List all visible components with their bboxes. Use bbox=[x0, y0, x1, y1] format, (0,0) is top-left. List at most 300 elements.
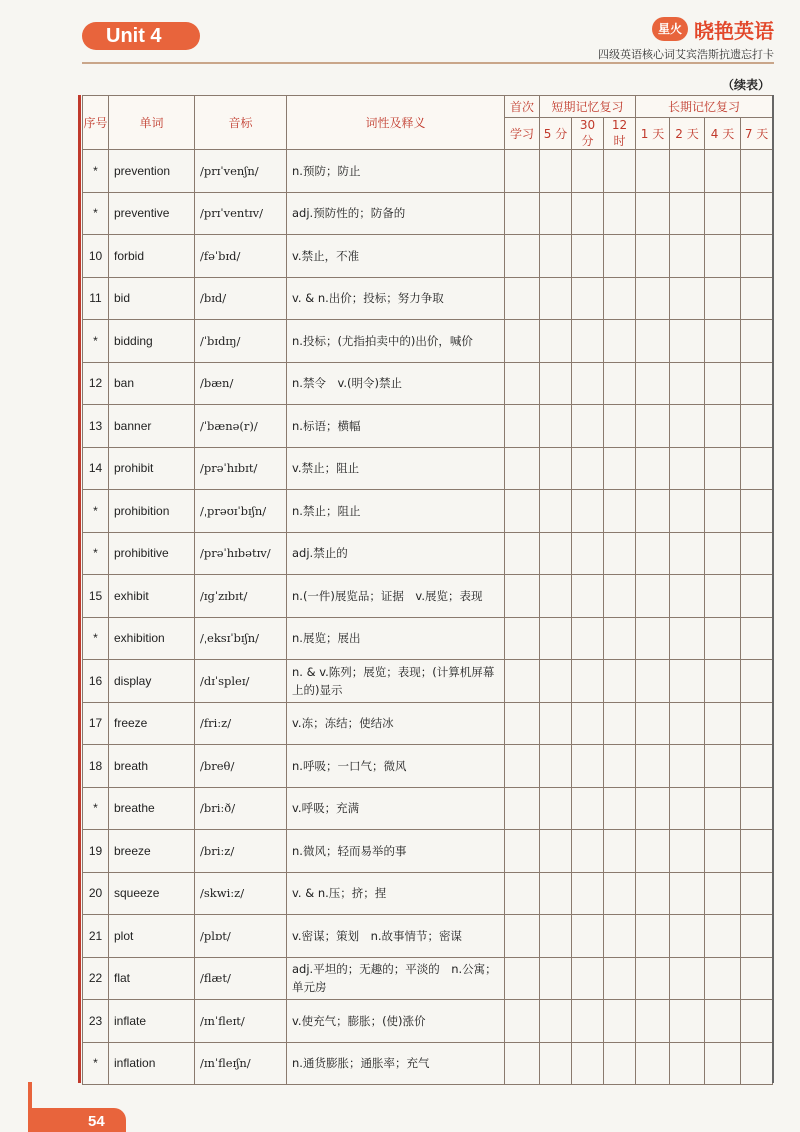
table-row bbox=[83, 702, 773, 745]
row-index: 14 bbox=[83, 447, 109, 490]
review-checkbox-cell[interactable] bbox=[505, 405, 540, 448]
review-checkbox-cell[interactable] bbox=[604, 830, 636, 873]
review-checkbox-cell[interactable] bbox=[604, 447, 636, 490]
review-checkbox-cell[interactable] bbox=[741, 490, 773, 533]
row-phonetic: /briːz/ bbox=[195, 830, 287, 873]
review-checkbox-cell[interactable] bbox=[505, 617, 540, 660]
review-checkbox-cell[interactable] bbox=[670, 192, 705, 235]
review-checkbox-cell[interactable] bbox=[705, 192, 741, 235]
row-meaning: n.投标；(尤指拍卖中的)出价，喊价 bbox=[287, 320, 505, 363]
row-phonetic: /ˌprəʊɪˈbɪʃn/ bbox=[195, 490, 287, 533]
review-checkbox-cell[interactable] bbox=[636, 957, 670, 1000]
review-checkbox-cell[interactable] bbox=[572, 702, 604, 745]
review-checkbox-cell[interactable] bbox=[636, 617, 670, 660]
review-checkbox-cell[interactable] bbox=[572, 490, 604, 533]
review-checkbox-cell[interactable] bbox=[705, 1042, 741, 1085]
col-header-short-term: 短期记忆复习 bbox=[540, 96, 636, 118]
review-checkbox-cell[interactable] bbox=[741, 532, 773, 575]
review-checkbox-cell[interactable] bbox=[670, 702, 705, 745]
review-checkbox-cell[interactable] bbox=[670, 915, 705, 958]
page-right-edge bbox=[772, 95, 774, 1083]
row-word: forbid bbox=[109, 235, 195, 278]
review-checkbox-cell[interactable] bbox=[705, 362, 741, 405]
review-checkbox-cell[interactable] bbox=[741, 702, 773, 745]
review-checkbox-cell[interactable] bbox=[505, 702, 540, 745]
review-checkbox-cell[interactable] bbox=[705, 447, 741, 490]
review-checkbox-cell[interactable] bbox=[741, 362, 773, 405]
review-checkbox-cell[interactable] bbox=[741, 405, 773, 448]
review-checkbox-cell[interactable] bbox=[572, 1042, 604, 1085]
review-checkbox-cell[interactable] bbox=[505, 447, 540, 490]
table-row bbox=[83, 150, 773, 193]
review-checkbox-cell[interactable] bbox=[705, 277, 741, 320]
review-checkbox-cell[interactable] bbox=[540, 1042, 572, 1085]
brand-logo-icon: 星火 bbox=[652, 17, 688, 41]
table-row bbox=[83, 277, 773, 320]
review-checkbox-cell[interactable] bbox=[636, 745, 670, 788]
review-checkbox-cell[interactable] bbox=[636, 915, 670, 958]
review-checkbox-cell[interactable] bbox=[540, 957, 572, 1000]
row-meaning: n.禁令 v.(明令)禁止 bbox=[287, 362, 505, 405]
review-checkbox-cell[interactable] bbox=[636, 150, 670, 193]
review-checkbox-cell[interactable] bbox=[572, 575, 604, 618]
review-checkbox-cell[interactable] bbox=[572, 957, 604, 1000]
review-checkbox-cell[interactable] bbox=[604, 702, 636, 745]
review-checkbox-cell[interactable] bbox=[670, 405, 705, 448]
review-checkbox-cell[interactable] bbox=[741, 235, 773, 278]
col-header-first-study-top: 首次 bbox=[505, 96, 540, 118]
row-phonetic: /breθ/ bbox=[195, 745, 287, 788]
table-row bbox=[83, 405, 773, 448]
row-word: prohibition bbox=[109, 490, 195, 533]
review-checkbox-cell[interactable] bbox=[540, 150, 572, 193]
review-checkbox-cell[interactable] bbox=[636, 447, 670, 490]
row-index: 19 bbox=[83, 830, 109, 873]
review-checkbox-cell[interactable] bbox=[741, 915, 773, 958]
review-checkbox-cell[interactable] bbox=[705, 490, 741, 533]
continued-label: （续表） bbox=[721, 78, 770, 92]
review-checkbox-cell[interactable] bbox=[604, 787, 636, 830]
review-checkbox-cell[interactable] bbox=[705, 702, 741, 745]
review-checkbox-cell[interactable] bbox=[604, 745, 636, 788]
review-checkbox-cell[interactable] bbox=[572, 405, 604, 448]
review-checkbox-cell[interactable] bbox=[540, 447, 572, 490]
review-checkbox-cell[interactable] bbox=[670, 660, 705, 703]
row-phonetic: /briːð/ bbox=[195, 787, 287, 830]
review-checkbox-cell[interactable] bbox=[572, 830, 604, 873]
review-checkbox-cell[interactable] bbox=[572, 787, 604, 830]
corner-marker bbox=[28, 1082, 32, 1108]
review-checkbox-cell[interactable] bbox=[540, 617, 572, 660]
review-checkbox-cell[interactable] bbox=[604, 405, 636, 448]
row-index: 20 bbox=[83, 872, 109, 915]
review-checkbox-cell[interactable] bbox=[741, 1000, 773, 1043]
col-header-meaning: 词性及释义 bbox=[287, 96, 505, 150]
review-checkbox-cell[interactable] bbox=[636, 320, 670, 363]
review-checkbox-cell[interactable] bbox=[670, 490, 705, 533]
row-word: prohibitive bbox=[109, 532, 195, 575]
table-row bbox=[83, 490, 773, 533]
review-checkbox-cell[interactable] bbox=[604, 362, 636, 405]
brand-name: 晓艳英语 bbox=[694, 18, 774, 43]
row-phonetic: /ɪnˈfleɪʃn/ bbox=[195, 1042, 287, 1085]
review-checkbox-cell[interactable] bbox=[741, 192, 773, 235]
col-header-4day: 4 天 bbox=[705, 118, 741, 150]
review-checkbox-cell[interactable] bbox=[572, 150, 604, 193]
table-row bbox=[83, 617, 773, 660]
review-checkbox-cell[interactable] bbox=[636, 575, 670, 618]
review-checkbox-cell[interactable] bbox=[636, 490, 670, 533]
row-phonetic: /plɒt/ bbox=[195, 915, 287, 958]
table-row bbox=[83, 192, 773, 235]
row-index: 13 bbox=[83, 405, 109, 448]
review-checkbox-cell[interactable] bbox=[705, 617, 741, 660]
review-checkbox-cell[interactable] bbox=[540, 490, 572, 533]
row-index: * bbox=[83, 192, 109, 235]
table-row bbox=[83, 872, 773, 915]
review-checkbox-cell[interactable] bbox=[705, 1000, 741, 1043]
row-meaning: n.通货膨胀；通胀率；充气 bbox=[287, 1042, 505, 1085]
row-meaning: v.呼吸；充满 bbox=[287, 787, 505, 830]
review-checkbox-cell[interactable] bbox=[572, 362, 604, 405]
row-word: prohibit bbox=[109, 447, 195, 490]
review-checkbox-cell[interactable] bbox=[505, 872, 540, 915]
review-checkbox-cell[interactable] bbox=[505, 362, 540, 405]
row-meaning: n.预防；防止 bbox=[287, 150, 505, 193]
row-phonetic: /friːz/ bbox=[195, 702, 287, 745]
col-header-index: 序号 bbox=[83, 96, 109, 150]
review-checkbox-cell[interactable] bbox=[505, 830, 540, 873]
table-row bbox=[83, 957, 773, 1000]
review-checkbox-cell[interactable] bbox=[636, 192, 670, 235]
row-phonetic: /prɪˈventɪv/ bbox=[195, 192, 287, 235]
review-checkbox-cell[interactable] bbox=[572, 1000, 604, 1043]
review-checkbox-cell[interactable] bbox=[572, 235, 604, 278]
table-row bbox=[83, 745, 773, 788]
row-index: 22 bbox=[83, 957, 109, 1000]
review-checkbox-cell[interactable] bbox=[604, 617, 636, 660]
review-checkbox-cell[interactable] bbox=[705, 150, 741, 193]
review-checkbox-cell[interactable] bbox=[741, 745, 773, 788]
review-checkbox-cell[interactable] bbox=[670, 617, 705, 660]
review-checkbox-cell[interactable] bbox=[572, 915, 604, 958]
row-word: inflate bbox=[109, 1000, 195, 1043]
review-checkbox-cell[interactable] bbox=[505, 745, 540, 788]
review-checkbox-cell[interactable] bbox=[505, 532, 540, 575]
row-meaning: n. & v.陈列；展览；表现；(计算机屏幕上的)显示 bbox=[287, 660, 505, 703]
review-checkbox-cell[interactable] bbox=[540, 405, 572, 448]
row-phonetic: /flæt/ bbox=[195, 957, 287, 1000]
review-checkbox-cell[interactable] bbox=[604, 957, 636, 1000]
table-row bbox=[83, 362, 773, 405]
row-index: 23 bbox=[83, 1000, 109, 1043]
row-meaning: v.禁止；阻止 bbox=[287, 447, 505, 490]
review-checkbox-cell[interactable] bbox=[540, 320, 572, 363]
table-row bbox=[83, 575, 773, 618]
review-checkbox-cell[interactable] bbox=[670, 1042, 705, 1085]
review-checkbox-cell[interactable] bbox=[741, 277, 773, 320]
row-word: breeze bbox=[109, 830, 195, 873]
review-checkbox-cell[interactable] bbox=[670, 320, 705, 363]
review-checkbox-cell[interactable] bbox=[540, 915, 572, 958]
row-phonetic: /dɪˈspleɪ/ bbox=[195, 660, 287, 703]
col-header-word: 单词 bbox=[109, 96, 195, 150]
row-index: * bbox=[83, 617, 109, 660]
review-checkbox-cell[interactable] bbox=[636, 872, 670, 915]
review-checkbox-cell[interactable] bbox=[636, 277, 670, 320]
table-row bbox=[83, 235, 773, 278]
review-checkbox-cell[interactable] bbox=[572, 277, 604, 320]
row-index: 12 bbox=[83, 362, 109, 405]
review-checkbox-cell[interactable] bbox=[540, 235, 572, 278]
row-phonetic: /bæn/ bbox=[195, 362, 287, 405]
row-index: 16 bbox=[83, 660, 109, 703]
row-phonetic: /ɪgˈzɪbɪt/ bbox=[195, 575, 287, 618]
review-checkbox-cell[interactable] bbox=[705, 745, 741, 788]
row-word: banner bbox=[109, 405, 195, 448]
review-checkbox-cell[interactable] bbox=[505, 660, 540, 703]
review-checkbox-cell[interactable] bbox=[604, 235, 636, 278]
vocab-table bbox=[82, 95, 773, 1085]
review-checkbox-cell[interactable] bbox=[670, 957, 705, 1000]
review-checkbox-cell[interactable] bbox=[540, 277, 572, 320]
row-word: prevention bbox=[109, 150, 195, 193]
review-checkbox-cell[interactable] bbox=[604, 915, 636, 958]
row-phonetic: /fəˈbɪd/ bbox=[195, 235, 287, 278]
review-checkbox-cell[interactable] bbox=[505, 915, 540, 958]
review-checkbox-cell[interactable] bbox=[572, 617, 604, 660]
review-checkbox-cell[interactable] bbox=[572, 447, 604, 490]
review-checkbox-cell[interactable] bbox=[670, 1000, 705, 1043]
col-header-1day: 1 天 bbox=[636, 118, 670, 150]
review-checkbox-cell[interactable] bbox=[505, 320, 540, 363]
review-checkbox-cell[interactable] bbox=[636, 235, 670, 278]
review-checkbox-cell[interactable] bbox=[705, 872, 741, 915]
review-checkbox-cell[interactable] bbox=[705, 787, 741, 830]
review-checkbox-cell[interactable] bbox=[741, 447, 773, 490]
review-checkbox-cell[interactable] bbox=[540, 745, 572, 788]
table-row bbox=[83, 447, 773, 490]
row-meaning: n.(一件)展览品；证据 v.展览；表现 bbox=[287, 575, 505, 618]
review-checkbox-cell[interactable] bbox=[636, 1042, 670, 1085]
review-checkbox-cell[interactable] bbox=[670, 787, 705, 830]
table-row bbox=[83, 320, 773, 363]
review-checkbox-cell[interactable] bbox=[741, 787, 773, 830]
review-checkbox-cell[interactable] bbox=[540, 830, 572, 873]
review-checkbox-cell[interactable] bbox=[636, 405, 670, 448]
header-divider bbox=[82, 62, 774, 64]
row-meaning: adj.预防性的；防备的 bbox=[287, 192, 505, 235]
row-index: 17 bbox=[83, 702, 109, 745]
review-checkbox-cell[interactable] bbox=[636, 362, 670, 405]
page-number-tab bbox=[28, 1108, 126, 1132]
review-checkbox-cell[interactable] bbox=[741, 150, 773, 193]
review-checkbox-cell[interactable] bbox=[604, 872, 636, 915]
review-checkbox-cell[interactable] bbox=[636, 660, 670, 703]
review-checkbox-cell[interactable] bbox=[705, 575, 741, 618]
col-header-30min: 30 分 bbox=[572, 118, 604, 150]
review-checkbox-cell[interactable] bbox=[572, 532, 604, 575]
review-checkbox-cell[interactable] bbox=[604, 575, 636, 618]
review-checkbox-cell[interactable] bbox=[505, 1042, 540, 1085]
table-row bbox=[83, 660, 773, 703]
review-checkbox-cell[interactable] bbox=[670, 575, 705, 618]
review-checkbox-cell[interactable] bbox=[670, 150, 705, 193]
review-checkbox-cell[interactable] bbox=[741, 830, 773, 873]
row-meaning: n.禁止；阻止 bbox=[287, 490, 505, 533]
table-left-edge bbox=[78, 95, 81, 1083]
review-checkbox-cell[interactable] bbox=[540, 787, 572, 830]
row-meaning: v. & n.压；挤；捏 bbox=[287, 872, 505, 915]
review-checkbox-cell[interactable] bbox=[705, 532, 741, 575]
review-checkbox-cell[interactable] bbox=[741, 660, 773, 703]
row-phonetic: /skwiːz/ bbox=[195, 872, 287, 915]
table-row bbox=[83, 915, 773, 958]
review-checkbox-cell[interactable] bbox=[505, 192, 540, 235]
review-checkbox-cell[interactable] bbox=[505, 235, 540, 278]
col-header-long-term: 长期记忆复习 bbox=[636, 96, 773, 118]
row-phonetic: /ˌeksɪˈbɪʃn/ bbox=[195, 617, 287, 660]
row-meaning: n.展览；展出 bbox=[287, 617, 505, 660]
row-phonetic: /prəˈhɪbətɪv/ bbox=[195, 532, 287, 575]
row-word: breath bbox=[109, 745, 195, 788]
review-checkbox-cell[interactable] bbox=[540, 702, 572, 745]
review-checkbox-cell[interactable] bbox=[670, 830, 705, 873]
row-phonetic: /ˈbɪdɪŋ/ bbox=[195, 320, 287, 363]
review-checkbox-cell[interactable] bbox=[604, 320, 636, 363]
review-checkbox-cell[interactable] bbox=[604, 1000, 636, 1043]
row-word: bid bbox=[109, 277, 195, 320]
review-checkbox-cell[interactable] bbox=[505, 1000, 540, 1043]
row-meaning: adj.禁止的 bbox=[287, 532, 505, 575]
review-checkbox-cell[interactable] bbox=[705, 660, 741, 703]
row-index: * bbox=[83, 150, 109, 193]
table-row bbox=[83, 1042, 773, 1085]
review-checkbox-cell[interactable] bbox=[572, 745, 604, 788]
review-checkbox-cell[interactable] bbox=[636, 1000, 670, 1043]
review-checkbox-cell[interactable] bbox=[670, 362, 705, 405]
review-checkbox-cell[interactable] bbox=[505, 787, 540, 830]
brand bbox=[652, 16, 774, 42]
review-checkbox-cell[interactable] bbox=[505, 490, 540, 533]
review-checkbox-cell[interactable] bbox=[604, 660, 636, 703]
review-checkbox-cell[interactable] bbox=[636, 702, 670, 745]
review-checkbox-cell[interactable] bbox=[670, 447, 705, 490]
review-checkbox-cell[interactable] bbox=[572, 660, 604, 703]
review-checkbox-cell[interactable] bbox=[604, 1042, 636, 1085]
review-checkbox-cell[interactable] bbox=[741, 957, 773, 1000]
review-checkbox-cell[interactable] bbox=[670, 532, 705, 575]
row-word: plot bbox=[109, 915, 195, 958]
review-checkbox-cell[interactable] bbox=[540, 192, 572, 235]
table-row bbox=[83, 787, 773, 830]
row-index: 18 bbox=[83, 745, 109, 788]
review-checkbox-cell[interactable] bbox=[604, 150, 636, 193]
review-checkbox-cell[interactable] bbox=[705, 830, 741, 873]
review-checkbox-cell[interactable] bbox=[636, 532, 670, 575]
review-checkbox-cell[interactable] bbox=[540, 362, 572, 405]
review-checkbox-cell[interactable] bbox=[540, 660, 572, 703]
row-meaning: v.冻；冻结；使结冰 bbox=[287, 702, 505, 745]
review-checkbox-cell[interactable] bbox=[636, 830, 670, 873]
review-checkbox-cell[interactable] bbox=[741, 320, 773, 363]
review-checkbox-cell[interactable] bbox=[741, 872, 773, 915]
review-checkbox-cell[interactable] bbox=[705, 235, 741, 278]
review-checkbox-cell[interactable] bbox=[705, 405, 741, 448]
row-meaning: v. & n.出价；投标；努力争取 bbox=[287, 277, 505, 320]
row-word: breathe bbox=[109, 787, 195, 830]
review-checkbox-cell[interactable] bbox=[741, 1042, 773, 1085]
row-meaning: v.禁止，不准 bbox=[287, 235, 505, 278]
row-meaning: n.标语；横幅 bbox=[287, 405, 505, 448]
review-checkbox-cell[interactable] bbox=[741, 617, 773, 660]
review-checkbox-cell[interactable] bbox=[505, 575, 540, 618]
row-phonetic: /ɪnˈfleɪt/ bbox=[195, 1000, 287, 1043]
col-header-12h: 12 时 bbox=[604, 118, 636, 150]
review-checkbox-cell[interactable] bbox=[540, 532, 572, 575]
row-index: * bbox=[83, 532, 109, 575]
row-word: inflation bbox=[109, 1042, 195, 1085]
row-phonetic: /prəˈhɪbɪt/ bbox=[195, 447, 287, 490]
review-checkbox-cell[interactable] bbox=[572, 320, 604, 363]
review-checkbox-cell[interactable] bbox=[505, 277, 540, 320]
row-word: preventive bbox=[109, 192, 195, 235]
row-index: * bbox=[83, 490, 109, 533]
review-checkbox-cell[interactable] bbox=[604, 532, 636, 575]
row-word: squeeze bbox=[109, 872, 195, 915]
row-word: display bbox=[109, 660, 195, 703]
review-checkbox-cell[interactable] bbox=[572, 872, 604, 915]
row-index: * bbox=[83, 1042, 109, 1085]
review-checkbox-cell[interactable] bbox=[636, 787, 670, 830]
review-checkbox-cell[interactable] bbox=[741, 575, 773, 618]
col-header-first-study-bottom: 学习 bbox=[505, 118, 540, 150]
row-word: bidding bbox=[109, 320, 195, 363]
review-checkbox-cell[interactable] bbox=[540, 1000, 572, 1043]
row-phonetic: /prɪˈvenʃn/ bbox=[195, 150, 287, 193]
row-index: * bbox=[83, 320, 109, 363]
row-word: freeze bbox=[109, 702, 195, 745]
row-phonetic: /ˈbænə(r)/ bbox=[195, 405, 287, 448]
review-checkbox-cell[interactable] bbox=[604, 192, 636, 235]
table-row bbox=[83, 532, 773, 575]
review-checkbox-cell[interactable] bbox=[670, 235, 705, 278]
review-checkbox-cell[interactable] bbox=[572, 192, 604, 235]
review-checkbox-cell[interactable] bbox=[505, 957, 540, 1000]
review-checkbox-cell[interactable] bbox=[705, 915, 741, 958]
row-meaning: n.呼吸；一口气；微风 bbox=[287, 745, 505, 788]
row-index: * bbox=[83, 787, 109, 830]
review-checkbox-cell[interactable] bbox=[604, 490, 636, 533]
col-header-7day: 7 天 bbox=[741, 118, 773, 150]
review-checkbox-cell[interactable] bbox=[540, 872, 572, 915]
row-meaning: n.微风；轻而易举的事 bbox=[287, 830, 505, 873]
review-checkbox-cell[interactable] bbox=[604, 277, 636, 320]
review-checkbox-cell[interactable] bbox=[705, 957, 741, 1000]
col-header-phonetic: 音标 bbox=[195, 96, 287, 150]
col-header-5min: 5 分 bbox=[540, 118, 572, 150]
table-row bbox=[83, 830, 773, 873]
review-checkbox-cell[interactable] bbox=[540, 575, 572, 618]
row-index: 21 bbox=[83, 915, 109, 958]
review-checkbox-cell[interactable] bbox=[505, 150, 540, 193]
brand-subtitle: 四级英语核心词艾宾浩斯抗遗忘打卡 bbox=[598, 48, 774, 61]
row-meaning: adj.平坦的；无趣的；平淡的 n.公寓；单元房 bbox=[287, 957, 505, 1000]
review-checkbox-cell[interactable] bbox=[670, 277, 705, 320]
review-checkbox-cell[interactable] bbox=[670, 745, 705, 788]
review-checkbox-cell[interactable] bbox=[705, 320, 741, 363]
review-checkbox-cell[interactable] bbox=[670, 872, 705, 915]
